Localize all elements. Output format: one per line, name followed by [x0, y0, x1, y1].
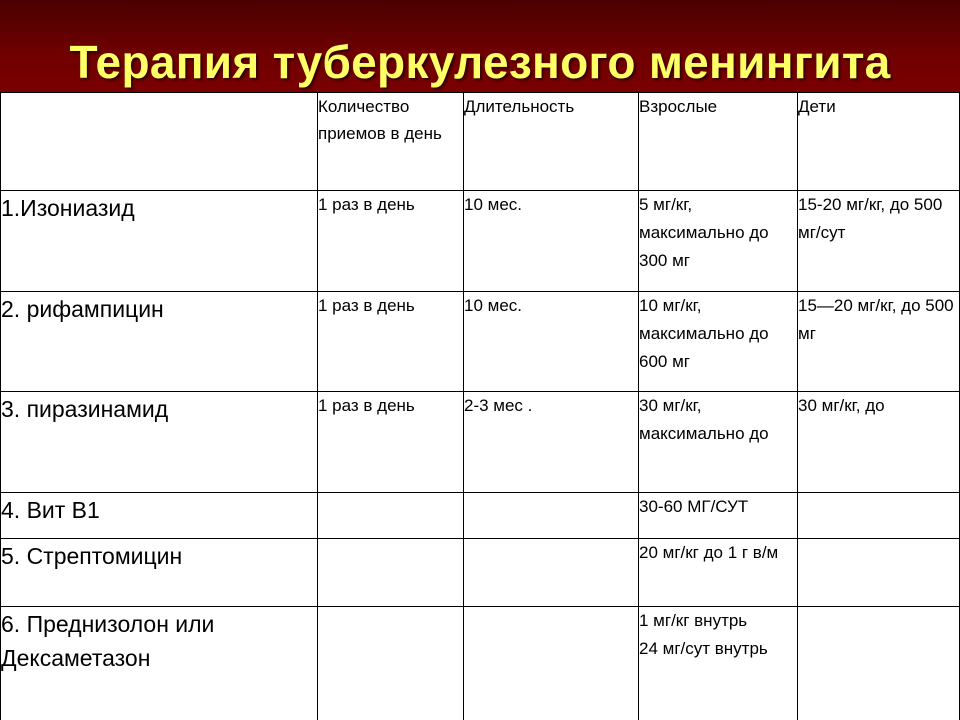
- frequency-cell: 1 раз в день: [318, 292, 464, 392]
- adult-dose-cell: 30 мг/кг, максимально до: [639, 392, 798, 493]
- adult-dose-cell: 30-60 МГ/СУТ: [639, 493, 798, 539]
- header-cell-duration: Длительность: [464, 93, 639, 191]
- drug-name-cell: 4. Вит В1: [1, 493, 318, 539]
- adult-dose-cell: 5 мг/кг, максимально до 300 мг: [639, 191, 798, 292]
- child-dose-cell: [798, 607, 960, 720]
- frequency-cell: [318, 493, 464, 539]
- therapy-table: [0, 92, 960, 720]
- adult-dose-cell: 10 мг/кг, максимально до 600 мг: [639, 292, 798, 392]
- table-row: [1, 392, 960, 493]
- child-dose-cell: 30 мг/кг, до: [798, 392, 960, 493]
- child-dose-cell: [798, 493, 960, 539]
- frequency-cell: [318, 539, 464, 607]
- table-header-row: [1, 93, 960, 191]
- adult-dose-cell: 1 мг/кг внутрь 24 мг/сут внутрь: [639, 607, 798, 720]
- header-cell-frequency: Количество приемов в день: [318, 93, 464, 191]
- duration-cell: 10 мес.: [464, 292, 639, 392]
- duration-cell: [464, 539, 639, 607]
- frequency-cell: 1 раз в день: [318, 191, 464, 292]
- child-dose-cell: [798, 539, 960, 607]
- page-title: Терапия туберкулезного менингита: [69, 36, 891, 88]
- duration-cell: [464, 607, 639, 720]
- duration-cell: 10 мес.: [464, 191, 639, 292]
- table-row: [1, 292, 960, 392]
- drug-name-cell: 3. пиразинамид: [1, 392, 318, 493]
- drug-name-cell: 6. Преднизолон или Дексаметазон: [1, 607, 318, 720]
- duration-cell: [464, 493, 639, 539]
- table-row: [1, 191, 960, 292]
- child-dose-cell: 15-20 мг/кг, до 500 мг/сут: [798, 191, 960, 292]
- drug-name-cell: 5. Стрептомицин: [1, 539, 318, 607]
- adult-dose-cell: 20 мг/кг до 1 г в/м: [639, 539, 798, 607]
- drug-name-cell: 1.Изониазид: [1, 191, 318, 292]
- header-cell-children: Дети: [798, 93, 960, 191]
- table-row: [1, 539, 960, 607]
- header-cell-drug: [1, 93, 318, 191]
- drug-name-cell: 2. рифампицин: [1, 292, 318, 392]
- header-cell-adults: Взрослые: [639, 93, 798, 191]
- table-row: [1, 607, 960, 720]
- duration-cell: 2-3 мес .: [464, 392, 639, 493]
- frequency-cell: [318, 607, 464, 720]
- child-dose-cell: 15—20 мг/кг, до 500 мг: [798, 292, 960, 392]
- table-row: [1, 493, 960, 539]
- frequency-cell: 1 раз в день: [318, 392, 464, 493]
